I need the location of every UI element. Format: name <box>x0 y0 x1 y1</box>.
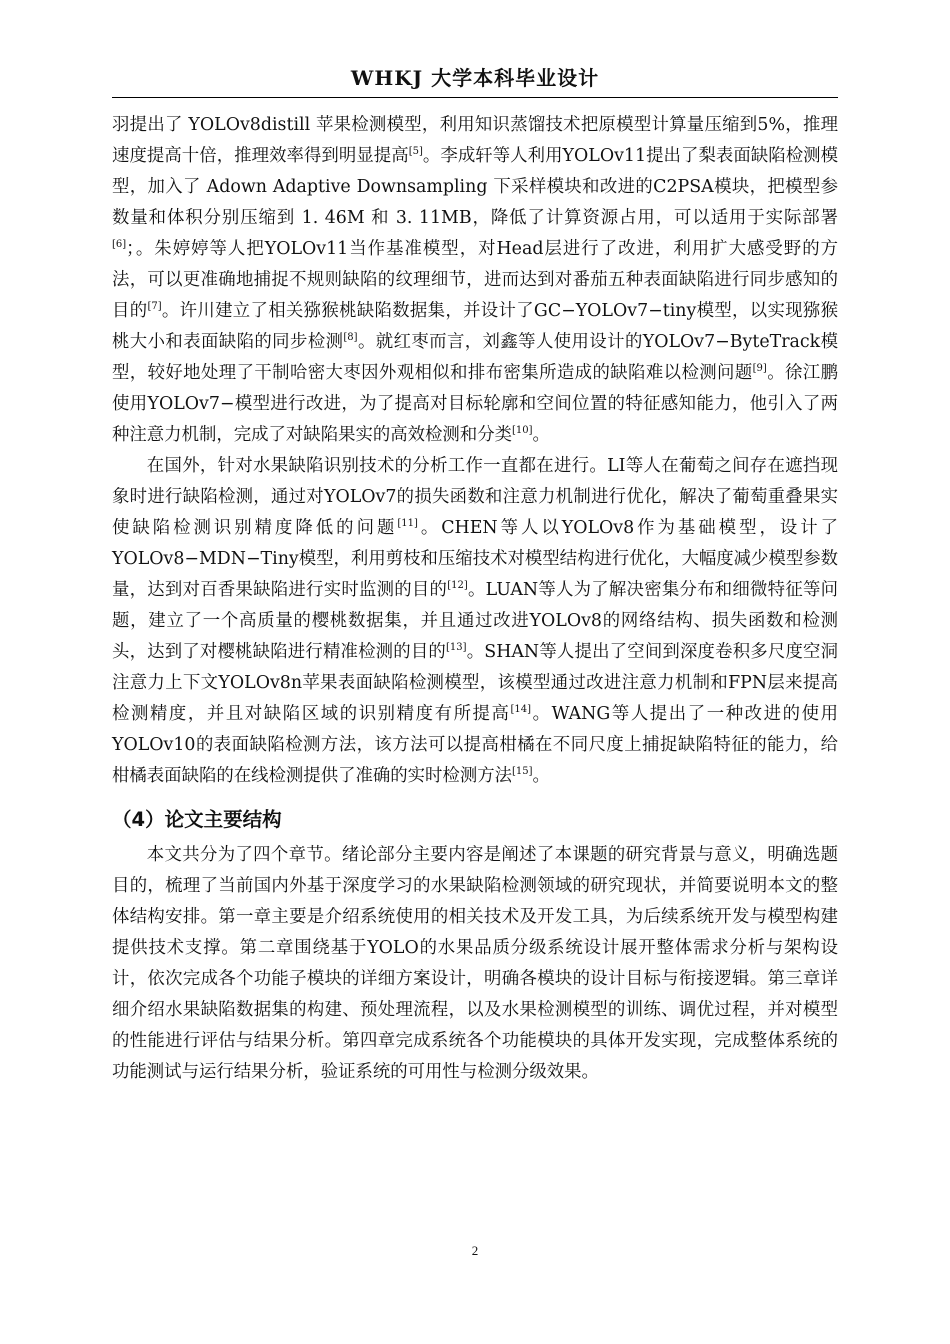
text-run: 。WANG等人提出了一种改进的使用YOLOv10的表面缺陷检测方法，该方法可以提高柑橘在不同尺度上捕捉缺陷特征的能力，给柑橘表面缺陷的在线检测提供了准确的实时检测方法 <box>112 704 838 786</box>
text-run: 。就红枣而言，刘鑫等人使用设计的YOLOv7−ByteTrack模型，较好地处理了干制哈密大枣因外观相似和排布密集所造成的缺陷难以检测问题 <box>112 332 838 383</box>
citation-ref: [15] <box>512 766 533 777</box>
body-text <box>112 110 838 1088</box>
text-run: 。李成轩等人利用YOLOv11提出了梨表面缺陷检测模型，加入了 Adown Adaptive Downsampling 下采样模块和改进的C2PSA模块，把模型参数量和体积分别压缩到 1. 46M 和 3. 11MB，降低了计算资源占用，可以适用于实际部署 <box>112 146 838 228</box>
citation-ref: [12] <box>447 580 468 591</box>
citation-ref: [7] <box>147 301 162 312</box>
text-run: 。徐江鹏使用YOLOv7−模型进行改进，为了提高对目标轮廓和空间位置的特征感知能力，他引入了两种注意力机制，完成了对缺陷果实的高效检测和分类 <box>112 363 838 445</box>
text-run: 。SHAN等人提出了空间到深度卷积多尺度空洞注意力上下文YOLOv8n苹果表面缺陷检测模型，该模型通过改进注意力机制和FPN层来提高检测精度，并且对缺陷区域的识别精度有所提高 <box>112 642 838 724</box>
text-run: 。许川建立了相关猕猴桃缺陷数据集，并设计了GC−YOLOv7−tiny模型，以实现猕猴桃大小和表面缺陷的同步检测 <box>112 301 838 352</box>
citation-ref: [11] <box>397 518 418 529</box>
citation-ref: [13] <box>446 642 467 653</box>
citation-ref: [8] <box>343 332 358 343</box>
citation-ref: [10] <box>512 425 533 436</box>
paragraph-domestic-research-continued <box>112 110 838 451</box>
paragraph-thesis-structure: 本文共分为了四个章节。绪论部分主要内容是阐述了本课题的研究背景与意义，明确选题目的，梳理了当前国内外基于深度学习的水果缺陷检测领域的研究现状，并简要说明本文的整体结构安排。第一章主要是介绍系统使用的相关技术及开发工具，为后续系统开发与模型构建提供技术支撑。第二章围绕基于YOLO的水果品质分级系统设计展开整体需求分析与架构设计，依次完成各个功能子模块的详细方案设计，明确各模块的设计目标与衔接逻辑。第三章详细介绍水果缺陷数据集的构建、预处理流程，以及水果检测模型的训练、调优过程，并对模型的性能进行评估与结果分析。第四章完成系统各个功能模块的具体开发实现，完成整体系统的功能测试与运行结果分析，验证系统的可用性与检测分级效果。 <box>112 845 838 1082</box>
paragraph-foreign-research <box>112 451 838 792</box>
text-run: 。 <box>532 425 550 445</box>
text-run: ；。朱婷婷等人把YOLOv11当作基准模型，对Head层进行了改进，利用扩大感受野的方法，可以更准确地捕捉不规则缺陷的纹理细节，进而达到对番茄五种表面缺陷进行同步感知的目的 <box>112 239 838 321</box>
text-run: 羽提出了 YOLOv8distill 苹果检测模型，利用知识蒸馏技术把原模型计算量压缩到5%，推理速度提高十倍，推理效率得到明显提高 <box>112 115 838 166</box>
text-run: 。 <box>532 766 550 786</box>
text-run: 。CHEN等人以YOLOv8作为基础模型，设计了YOLOv8−MDN−Tiny模型，利用剪枝和压缩技术对模型结构进行优化，大幅度减少模型参数量，达到对百香果缺陷进行实时监测的目的 <box>112 518 838 600</box>
citation-ref: [6] <box>112 239 127 250</box>
page-header-title: WHKJ 大学本科毕业设计 <box>350 66 600 90</box>
citation-ref: [9] <box>752 363 767 374</box>
text-run: 在国外，针对水果缺陷识别技术的分析工作一直都在进行。LI等人在葡萄之间存在遮挡现象时进行缺陷检测，通过对YOLOv7的损失函数和注意力机制进行优化，解决了葡萄重叠果实使缺陷检测识别精度降低的问题 <box>112 456 838 538</box>
page-number: 2 <box>471 1243 479 1258</box>
header-divider <box>112 97 838 98</box>
section-heading-thesis-structure: （4）论文主要结构 <box>112 808 282 831</box>
citation-ref: [14] <box>510 704 532 715</box>
text-run: 。LUAN等人为了解决密集分布和细微特征等问题，建立了一个高质量的樱桃数据集，并且通过改进YOLOv8的网络结构、损失函数和检测头，达到了对樱桃缺陷进行精准检测的目的 <box>112 580 838 662</box>
citation-ref: [5] <box>408 146 423 157</box>
